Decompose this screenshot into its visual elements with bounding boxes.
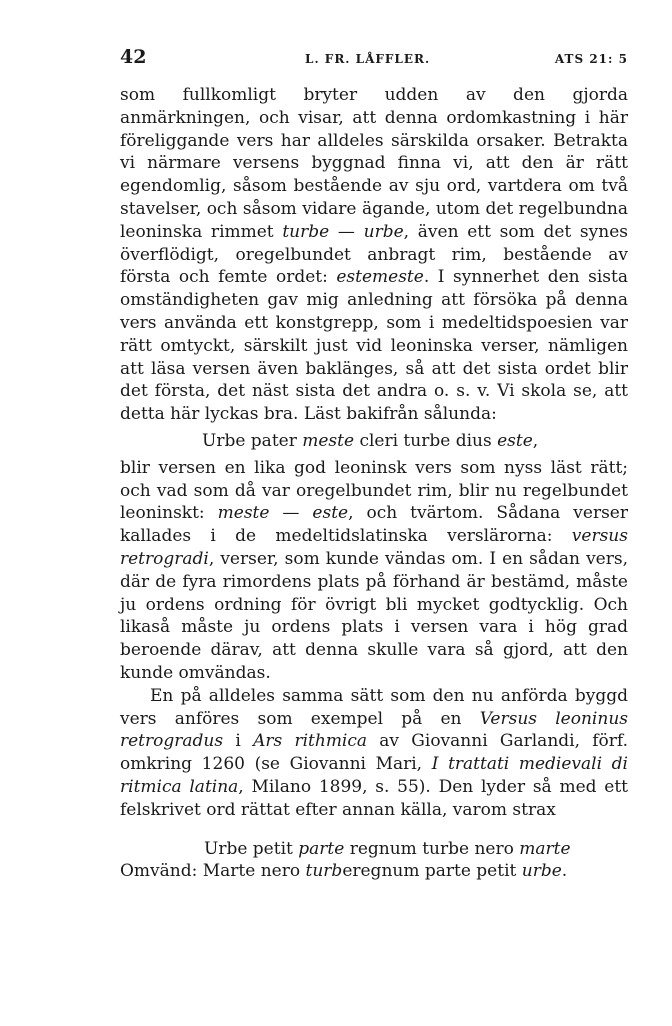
page-header [120, 44, 628, 72]
italic-word: turbe [282, 221, 330, 242]
text-segment: — [269, 503, 313, 524]
text-segment: . I synnerhet den sista omständigheten gav mig anledning att försöka på denna vers använda ett konstgrepp, som i medeltidspoesien var rätt omtyckt, särskilt just vid leoninska verser, nämligen att läsa versen även baklänges, så att det sista ordet blir det första, det näst sista det andra o. s. v. Vi skola se, att detta här lyckas bra. Läst bakifrån sålunda: [120, 267, 628, 425]
text-segment: — [329, 221, 364, 242]
text-segment: blir versen en lika god leoninsk vers som nyss läst rätt; och vad som då var oregelbundet rim, blir nu regelbundet leoninskt: [120, 457, 628, 524]
italic-word: turb [305, 861, 343, 882]
journal-reference: ATS 21: 5 [554, 52, 628, 66]
text-segment: cleri turbe dius [354, 430, 498, 451]
text-segment: , verser, som kunde vändas om. I en sådan vers, där de fyra rimordens plats på förhand är bestämd, måste ju ordens ordning för övrigt bli mycket godtycklig. Och likaså måste ju ordens plats i versen vara i hög grad beroende därav, att denna skulle vara så gjord, att den kunde omvändas. [120, 548, 628, 683]
paragraph-1 [120, 84, 628, 426]
text-segment: som fullkomligt bryter udden av den gjorda anmärkningen, och visar, att denna ordomkastning i här föreliggande vers har alldeles särskilda orsaker. Betrakta vi närmare versens byggnad finna vi, att den är rätt egendomlig, såsom bestående av sju ord, vartdera om två stavelser, och såsom vidare ägande, utom det regelbundna leoninska rimmet [120, 85, 628, 242]
text-segment: Urbe petit [204, 838, 299, 859]
italic-word: urbe [521, 861, 562, 882]
text-segment: eregnum parte petit [342, 861, 522, 882]
verse-line-3 [120, 860, 628, 883]
italic-word: Versus leoninus retrogradus [120, 708, 628, 752]
italic-word: meste [217, 503, 270, 524]
text-segment: Marte nero [197, 861, 306, 882]
italic-word: I trattati medievali di ritmica latina [120, 754, 628, 797]
text-segment: En på alldeles samma sätt som den nu anförda byggd vers anföres som exempel på en [120, 685, 628, 729]
text-segment: Urbe pater [202, 430, 303, 451]
italic-word: estemeste [336, 267, 424, 288]
verse-label: Omvänd: [120, 861, 198, 882]
text-segment: regnum turbe nero [344, 838, 520, 859]
text-segment: . [561, 861, 568, 882]
text-segment: , [532, 430, 539, 451]
italic-word: versus retrogradi [120, 526, 628, 569]
verse-line-1 [202, 430, 628, 453]
text-segment: , Milano 1899, s. 55). Den lyder så med ett felskrivet ord rättat efter annan källa, varom strax [120, 776, 628, 820]
page-body [120, 84, 628, 883]
italic-word: parte [298, 838, 345, 859]
spacer [120, 822, 628, 838]
text-segment: av Giovanni Garlandi, förf. omkring 1260 (se Giovanni Mari, [120, 731, 628, 775]
italic-word: este [312, 503, 349, 524]
page-number: 42 [120, 46, 147, 68]
text-segment: , och tvärtom. Sådana verser kallades i de medeltidslatinska verslärorna: [120, 503, 628, 547]
text-segment: , även ett som det synes överflödigt, oregelbundet anbragt rim, bestående av första och femte ordet: [120, 221, 628, 288]
paragraph-3 [120, 685, 628, 822]
italic-word: urbe [363, 221, 404, 242]
italic-word: marte [519, 838, 571, 859]
text-segment: i [223, 731, 254, 752]
italic-word: meste [302, 430, 355, 451]
running-title: L. FR. LÅFFLER. [305, 52, 431, 66]
verse-line-2 [204, 838, 628, 861]
italic-word: este [497, 430, 533, 451]
paragraph-2 [120, 457, 628, 685]
italic-word: Ars rithmica [253, 731, 368, 752]
